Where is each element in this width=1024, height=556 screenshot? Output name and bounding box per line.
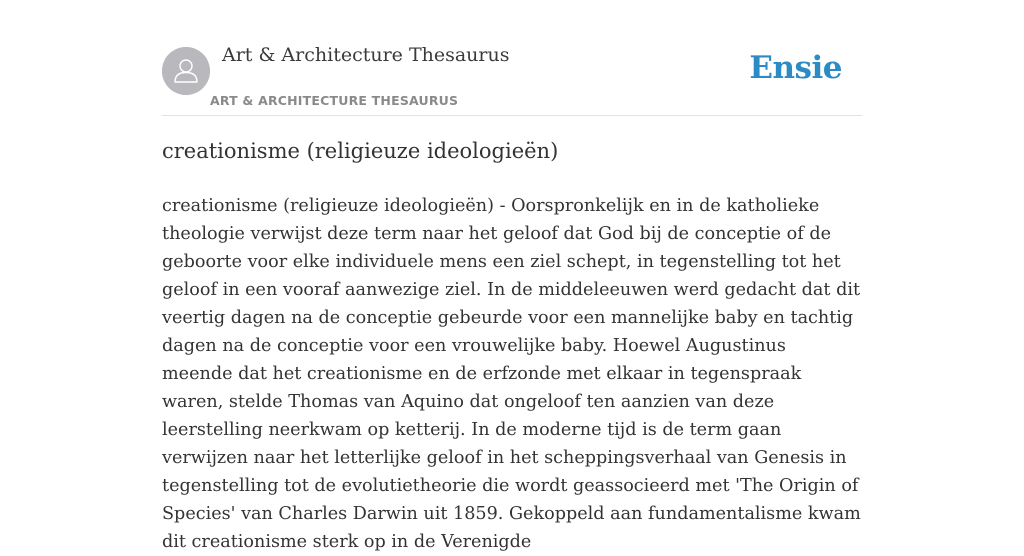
ensie-logo[interactable]: Ensie: [749, 50, 842, 86]
user-avatar-icon[interactable]: [162, 47, 210, 95]
author-name-link[interactable]: Art & Architecture Thesaurus: [222, 44, 510, 66]
author-subtitle: ART & ARCHITECTURE THESAURUS: [210, 93, 459, 108]
article-title: creationisme (religieuze ideologieën): [162, 139, 559, 163]
header: [162, 0, 862, 116]
content-container: [162, 0, 862, 552]
article-body: creationisme (religieuze ideologieën) - Oorspronkelijk en in de katholieke theologie verwijst deze term naar het geloof dat God bij de conceptie of de geboorte voor elke individuele mens een ziel schept, in tegenstelling tot het geloof in een vooraf aanwezige ziel. In de middeleeuwen werd gedacht dat dit veertig dagen na de conceptie gebeurde voor een mannelijke baby en tachtig dagen na de conceptie voor een vrouwelijke baby. Hoewel Augustinus meende dat het creationisme en de erfzonde met elkaar in tegenspraak waren, stelde Thomas van Aquino dat ongeloof ten aanzien van deze leerstelling neerkwam op ketterij. In de moderne tijd is de term gaan verwijzen naar het letterlijke geloof in het scheppingsverhaal van Genesis in tegenstelling tot de evolutietheorie die wordt geassocieerd met 'The Origin of Species' van Charles Darwin uit 1859. Gekoppeld aan fundamentalisme kwam dit creationisme sterk op in de Verenigde: [162, 196, 861, 552]
